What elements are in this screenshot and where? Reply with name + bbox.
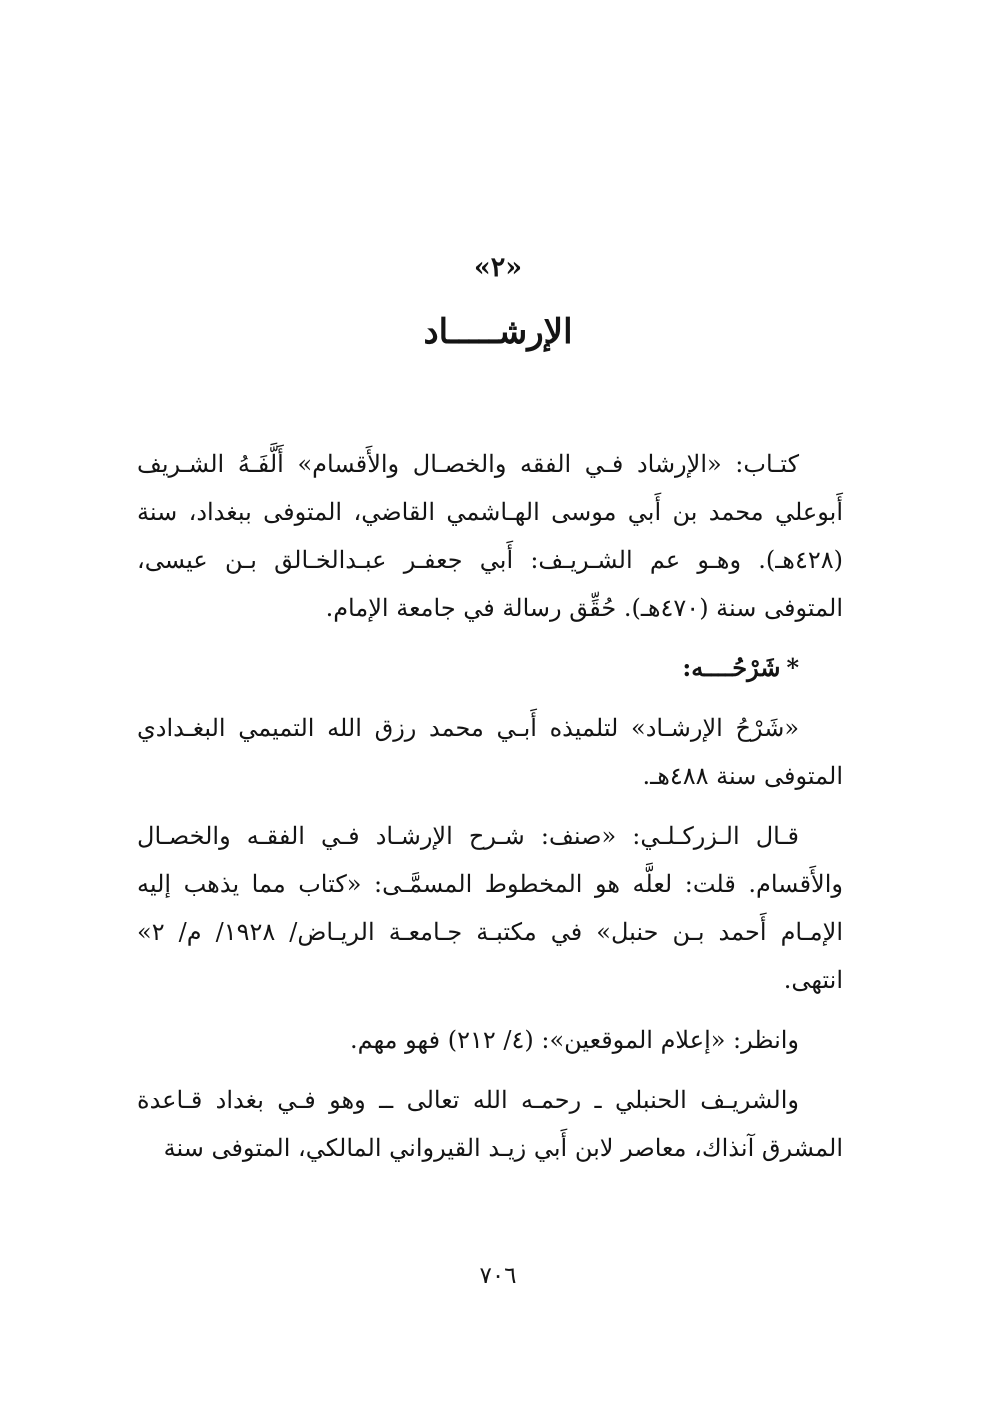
page-number: ٧٠٦ (479, 1263, 517, 1289)
entry-title: الإرشـــــاد (423, 312, 573, 352)
paragraph-book-description: كتـاب: «الإرشاد فـي الفقه والخصـال والأَقسام» أَلَّفَـهُ الشـريف أَبوعلي محمد بن أَبي موسى الهـاشمي القاضي، المتوفى ببغداد، سنة (٤٢٨هـ). وهـو عم الشـريـف: أَبي جعفـر عبـدالخـالق بـن عيسى، المتوفى سنة (٤٧٠هـ). حُقِّق رسالة في جامعة الإمام. (137, 450, 843, 622)
sharh-heading (137, 644, 843, 692)
asterisk-icon: * (786, 653, 799, 682)
paragraph-see-also: وانظر: «إعلام الموقعين»: (٤/ ٢١٢) فهو مهم. (350, 1026, 799, 1054)
entry-number: «٢» (473, 252, 523, 283)
paragraph-sharif-note: والشريـف الحنبلي ـ رحمـه الله تعالى ــ وهو فـي بغداد قـاعدة المشرق آنذاك، معاصر لابن أَبي زيـد القيرواني المالكي، المتوفى سنة (137, 1086, 843, 1162)
body-text (137, 440, 843, 1172)
sharh-heading-label: شَرْحُــــه: (682, 653, 781, 682)
paragraph-commentary: «شَرْحُ الإرشـاد» لتلميذه أَبـي محمد رزق الله التميمي البغـدادي المتوفى سنة ٤٨٨هـ. (137, 714, 843, 790)
paragraph-zirikli-quote: قـال الـزركـلـي: «صنف: شـرح الإرشـاد فـي الفقـه والخصـال والأَقسام. قلت: لعلَّه هو المخطوط المسمَّـى: «كتاب مما يذهب إليه الإمـام أَحمد بـن حنبل» في مكتبـة جـامعـة الريـاض/ ١٩٢٨/ م/ ٢» انتهى. (137, 822, 843, 994)
